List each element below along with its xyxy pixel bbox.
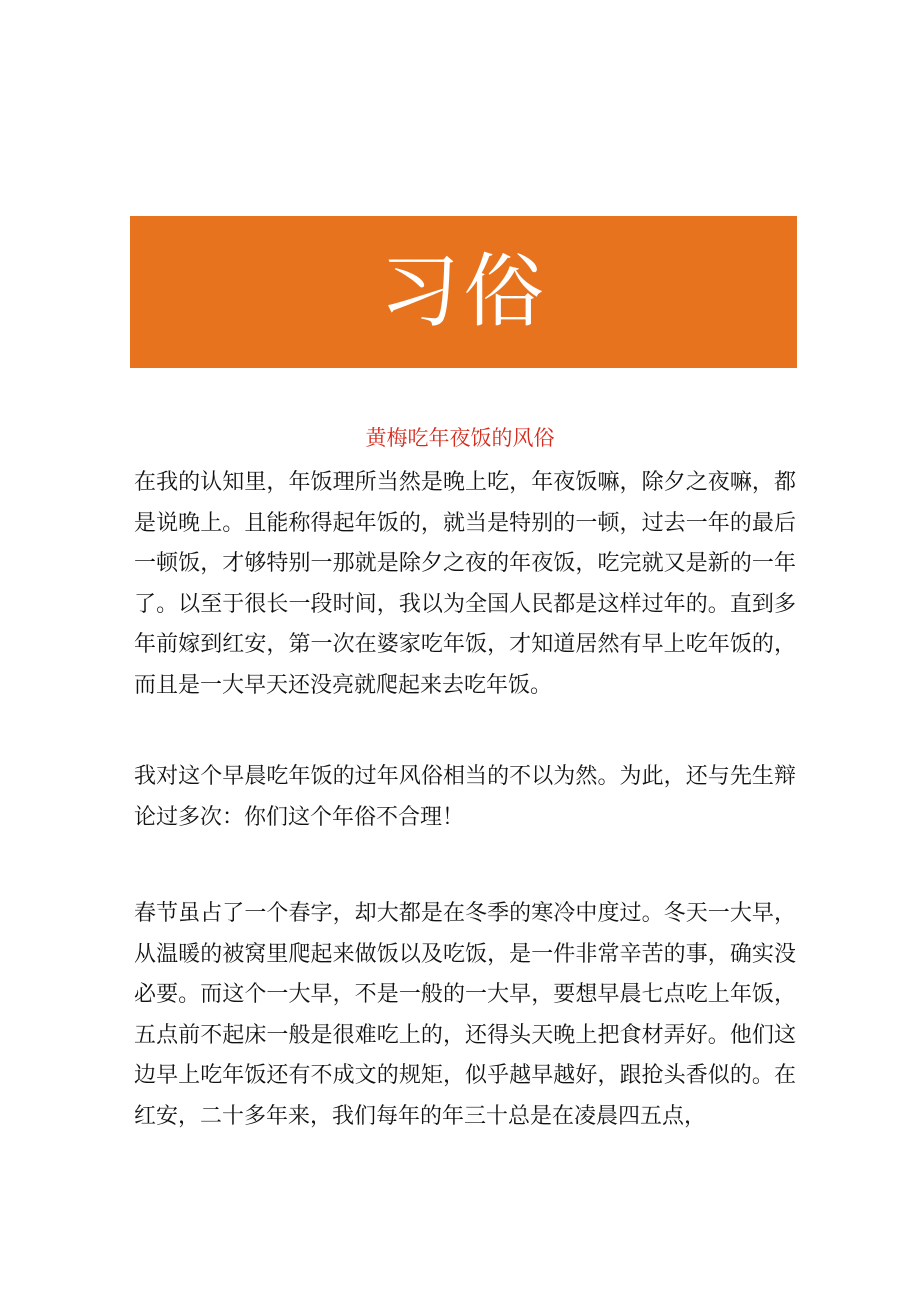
paragraph-1: 在我的认知里，年饭理所当然是晚上吃，年夜饭嘛，除夕之夜嘛，都是说晚上。且能称得起年饭的，就当是特别的一顿，过去一年的最后一顿饭，才够特别一那就是除夕之夜的年夜饭，吃完就又是新的一年了。以至于很长一段时间，我以为全国人民都是这样过年的。直到多年前嫁到红安，第一次在婆家吃年饭，才知道居然有早上吃年饭的，而且是一大早天还没亮就爬起来去吃年饭。	[134, 470, 796, 698]
paragraph-2: 我对这个早晨吃年饭的过年风俗相当的不以为然。为此，还与先生辩论过多次：你们这个年俗不合理！	[134, 764, 796, 830]
article-title: 黄梅吃年夜饭的风俗	[365, 426, 555, 450]
paragraph-3: 春节虽占了一个春字，却大都是在冬季的寒冷中度过。冬天一大早，从温暖的被窝里爬起来做饭以及吃饭，是一件非常辛苦的事，确实没必要。而这个一大早，不是一般的一大早，要想早晨七点吃上年饭，五点前不起床一般是很难吃上的，还得头天晚上把食材弄好。他们这边早上吃年饭还有不成文的规矩，似乎越早越好，跟抢头香似的。在红安，二十多年来，我们每年的年三十总是在凌晨四五点，	[134, 901, 796, 1129]
title-banner	[130, 216, 797, 368]
banner-title: 习俗	[379, 245, 548, 338]
